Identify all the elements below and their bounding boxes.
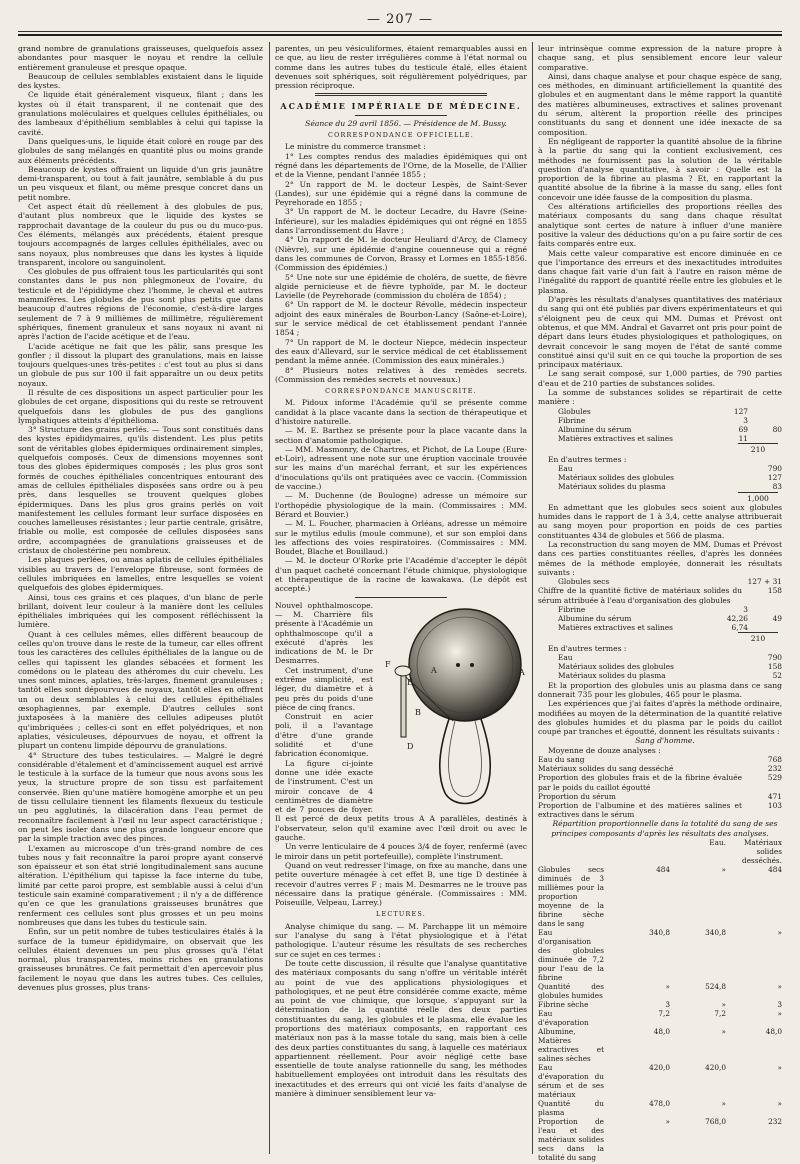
paragraph: leur intrinsèque comme expression de la nature propre à chaque sang, et plus sensiblement encore leur valeur comparative. [538,44,782,72]
table-row: Matériaux solides des globules 158 [558,662,782,672]
column-2 [275,44,527,1154]
table-row: Proportion des globules frais et de la fibrine évaluée par le poids du caillot égoutté 529 [538,773,782,792]
label-a: A [519,667,525,677]
paragraph: Le ministre du commerce transmet : [285,142,426,152]
label-a: A [431,665,437,675]
page-number: — 207 — [366,12,434,27]
composite-table [538,838,782,1162]
paragraph: De toute cette discussion, il résulte que l'analyse quantitative des matériaux composants du sang n'offre un véritable intérêt au point de vue des applications physiologiques et pathologiques, et ne peut être considérée comme exacte, même au point de vue chimique, que lorsque, s'appuyant sur la détermination de la quantité réelle des deux parties constituantes du sang, les globules et le plasma, elle évalue les proportions des matériaux composants, en rapportant ces matériaux non pas à la masse totale du sang, mais bien à celle des deux parties constituantes du sang, à laquelle ces matériaux appartiennent réellement. Pour avoir négligé cette base essentielle de toute analyse rationnelle du sang, les méthodes habituellement employées ont introduit dans les résultats des inexactitudes et des erreurs qui ont vicié les faits d'analyse de manière à diminuer sensiblement leur va- [275,958,527,1099]
paragraph: Cet instrument, d'une extrême simplicité, est léger, du diamètre et à peu près du poids d'une pièce de cinq francs. [275,665,373,712]
paragraph: 6° Un rapport de M. le docteur Révolle, médecin inspecteur adjoint des eaux minérales de Bourbon-Lancy (Saône-et-Loire), sur le service médical de cet établissement pendant l'année 1854 ; [275,300,527,338]
table-total: 1,000 [538,492,782,503]
paragraph: — M. le docteur O'Rorke prie l'Académie d'accepter le dépôt d'un paquet cacheté concernant l'étude chimique, physiologique et thérapeutique de la racine de kawakawa. (Le dépôt est accepté.) [275,556,527,594]
paragraph: Beaucoup de kystes offraient un liquide d'un gris jaunâtre demi-transparent, ou tout à fait jaunâtre, semblable à du pus un peu visqueux et filant, ou même presque concret dans un petit nombre. [18,164,263,202]
label-f: F [385,659,391,669]
paragraph: Ainsi, dans chaque analyse et pour chaque espèce de sang, ces méthodes, en diminuant artificiellement la quantité des globules et en augmentant dans le même rapport la quantité des matières albumineuses, extractives et salines provenant du sérum, altèrent la proportion réelle des principes constituants du sang et donnent une idée inexacte de sa composition. [538,71,782,137]
ophthalmoscope-figure [379,603,527,811]
paragraph: L'examen au microscope d'un très-grand nombre de ces tubes nous y fait reconnaître la paroi propre ayant conservé son épaisseur et son état strié longitudinalement sans aucune altération. L'épithélium qui tapisse la face interne du tube, limité par cette paroi propre, est semblable aussi à celui d'un testicule sain examiné comparativement ; il n'y a de différence qu'en ce que les granulations graisseuses brunâtres que renferment ces cellules sont plus grosses et un peu moins nombreuses que dans les tubes du testicule sain. [18,843,263,927]
table-row: Eau 790 [558,463,782,473]
paragraph: Ce liquide était généralement visqueux, filant ; dans les kystes où il était transparent, il ne contenait que des granulations moléculaires et quelques cellules épithéliales, ou des lambeaux d'épithélium semblables à celui qui tapisse la cavité. [18,90,263,137]
table-row: Albumine du sérum 42,26 49 [558,614,782,624]
column-3 [538,44,782,1163]
paragraph: Construit en acier poli, il a l'avantage d'être d'une grande solidité et d'une fabrication économique. [275,712,373,759]
table-row: Albumine du sérum 69 80 [558,424,782,434]
table-row: Eau 790 [558,653,782,663]
subsection-title: Sang d'homme. [635,736,695,746]
paragraph: Ainsi, tous ces grains et ces plaques, d'un blanc de perle brillant, doivent leur couleur à la manière dont les cellules épithéliales imbriquées qui les composent réfléchissent la lumière. [18,592,263,630]
table-row: Matières extractives et salines 6,74 [558,623,748,633]
table-row: Matériaux solides du sang desséché 232 [538,764,782,774]
table-row: Matériaux solides du plasma 52 [558,671,782,681]
table-row: Eau d'évaporation 7,2 7,2 » [538,1009,782,1028]
section-title: ACADÉMIE IMPÉRIALE DE MÉDECINE. [280,101,522,112]
paragraph: Et la proportion des globules unis au plasma dans ce sang donnerait 735 pour les globules, 465 pour le plasma. [538,680,782,699]
paragraph: Enfin, sur un petit nombre de tubes testiculaires étalés à la surface de la tumeur épididymaire, on observait que les cellules étaient devenues un peu plus grosses qu'à l'état normal, plus transparentes, moins riches en granulations graisseuses brunâtres. Ce fait permettait d'en apercevoir plus facilement le noyau que dans les autres tubes. Ces cellules, devenues plus grosses, plus trans- [18,927,263,992]
paragraph: 8° Plusieurs notes relatives à des remèdes secrets. (Commission des remèdes secrets et nouveaux.) [275,365,527,384]
paragraph: Il résulte de ces dispositions un aspect particulier pour les globules de cet organe, dispositions qui du reste se retrouvent quelquefois dans les globules de pus des ganglions lymphatiques atteints d'épithélioma. [18,387,263,425]
paragraph: Dans quelques-uns, le liquide était coloré en rouge par des globules de sang mélangés en quantité plus ou moins grande aux éléments précédents. [18,136,263,165]
serum-table [538,605,782,633]
table-row: Fibrine 3 [558,604,748,614]
table-row: Globules secs 127 + 31 [558,577,782,587]
table-row: Quantité des globules humides » 524,8 » [538,982,782,1001]
paragraph: Les expériences que j'ai faites d'après la méthode ordinaire, modifiées au moyen de la détermination de la quantité relative des globules humides et du plasma par le poids du caillot coupé par tranches et égoutté, donnent les résultats suivants : [538,699,782,737]
lens [395,666,411,676]
rod [401,671,406,737]
paragraph: 4° Un rapport de M. le docteur Heuliard d'Arcy, de Clamecy (Nièvre), sur une épidémie d'angine couenneuse qui a régné dans les communes de Corvon, Brassy et Lormes en 1855-1856. (Commission des épidémies.) [275,235,527,273]
table-row: Eau d'évaporation du sérum et de ses matériaux 420,0 420,0 » [538,1063,782,1100]
paragraph: — MM. Masmonry, de Chartres, et Pichot, de La Loupe (Eure-et-Loir), adressent une note sur une éruption vaccinale trouvée sur les mains d'un maréchal ferrant, et sur les expériences d'inoculations qu'ils ont pratiquées avec ce vaccin. (Commission de vaccine.) [275,444,527,492]
paragraph: Nouvel ophthalmoscope. — M. Charrière fils présente à l'Académie un ophthalmoscope qu'il a exécuté d'après les indications de M. le Dr Desmarres. [275,600,373,666]
table-row: Chiffre de la quantité fictive de matériaux solides du sérum attribuée à l'eau d'organisation des globules 158 [538,586,782,605]
paragraph: Un verre lenticulaire de 4 pouces 3/4 de foyer, renfermé (avec le miroir dans un petit portefeuille), complète l'instrument. [275,842,527,861]
subsection-title: LECTURES. [376,910,426,919]
table-row: Matériaux solides des globules 127 [558,473,782,483]
table-row: Fibrine sèche 3 » 3 [538,1000,782,1010]
paragraph: La somme de substances solides se répartirait de cette manière : [538,387,782,407]
paragraph: La reconstruction du sang moyen de MM. Dumas et Prévost dans ces parties constituantes réelles, d'après les données mêmes de la méthode employée, donnerait les résultats suivants : [538,540,782,577]
paragraph: Quand on veut redresser l'image, on fixe au manche, dans une petite ouverture ménagée à cet effet B, une tige D destinée à recevoir d'autres verres F ; mais M. Desmarres ne le trouve pas nécessaire dans la pratique générale. (Commissaires : MM. Poiseuille, Velpeau, Larrey.) [275,860,527,908]
solids-table [538,407,782,444]
paragraph: La figure ci-jointe donne une idée exacte de l'instrument. C'est un miroir concave de 4 centimètres de diamètre et de 7 pouces de foyer. Il est percé de deux petits trous A A parallèles, destinés à l'observateur, selon qu'il examine avec l'œil droit ou avec le gauche. [275,758,527,843]
subsection-title: CORRESPONDANCE OFFICIELLE. [328,131,474,140]
paragraph: — M. L. Foucher, pharmacien à Orléans, adresse un mémoire sur le mytilus edulis (moule commune), et sur son emploi dans les affections des voies respiratoires. (Commissaires : MM. Boudet, Blache et Bouillaud.) [275,519,527,557]
header-rule-thick [18,34,782,36]
table-row: Proportion de l'albumine et des matières salines et extractives dans le sérum 103 [538,801,782,820]
section-rule [355,597,447,598]
paragraph: En admettant que les globules secs soient aux globules humides dans le rapport de 1 à 3,4, cette analyse attribuerait au sang moyen pour proportion en poids de ces parties constituantes 434 de globules et 566 de plasma. [538,502,782,540]
label-e: E [407,677,413,687]
table-row: Albumine, Matières extractives et salines sèches 48,0 » 48,0 [538,1027,782,1064]
table-total: 210 [538,632,782,643]
column-divider [532,42,533,1154]
table-row: Proportion de l'eau et des matériaux solides secs dans la totalité du sang » 768,0 232 [538,1117,782,1163]
table-row: Eau du sang 768 [538,755,782,765]
table-header: Eau. Matériaux solides desséchés. [709,838,782,866]
paragraph: grand nombre de granulations graisseuses, quelquefois assez abondantes pour masquer le noyau et rendre la cellule entièrement granuleuse et presque opaque. [18,44,263,72]
repartition-title: Répartition proportionnelle dans la totalité du sang de ses principes composants d'après les résultats des analyses. [551,819,778,838]
table-row: Matières extractives et salines 11 [558,434,748,444]
chiffre-table [538,586,782,604]
paragraph: En d'autres termes : [548,643,627,653]
sang-table [538,755,782,819]
paragraph: — M. Duchenne (de Boulogne) adresse un mémoire sur l'orthopédie physiologique de la main. (Commissaires : MM. Bérard et Bouvier.) [275,491,527,519]
paragraph: Le sang serait composé, sur 1,000 parties, de 790 parties d'eau et de 210 parties de substances solides. [538,369,782,388]
paragraph: Ces globules de pus offraient tous les particularités qui sont constantes dans le pus non phlegmoneux de l'ovaire, du testicule et de l'épididyme chez l'homme, le cheval et autres mammifères. Les globules de pus sont plus petits que dans beaucoup d'autres régions de l'économie, c'est-à-dire larges seulement de 7 à 9 millièmes de millimètre, régulièrement sphériques, finement granuleux et sans noyaux ni avant ni après l'action de l'acide acétique et de l'eau. [18,267,263,342]
paragraph: Quant à ces cellules mêmes, elles diffèrent beaucoup de celles qu'on trouve dans le reste de la tumeur, car elles offrent tous les caractères des cellules épithéliales de la langue ou de celles qui tapissent les glandes sébacées et forment les comédons ou le plateau des athéromes du cuir chevelu. Les unes sont minces, aplaties, très-larges, finement granuleuses ; tantôt elles sont dépourvues de noyaux, tantôt elles en offrent un ou deux semblables à celui des cellules épithéliales œsophagiennes, par exemple. D'autres cellules sont juxtaposées à la manière des cellules adipeuses plutôt qu'imbriquées ; celles-ci sont en effet polyédriques, et non aplaties, vésiculeuses, dépourvues de noyau, et offrent la plupart un contenu limpide dépourvu de granulations. [18,629,263,751]
paragraph: Ces altérations artificielles des proportions réelles des matériaux composants du sang dans chaque résultat analytique sont certes de nature à influer d'une manière positive la valeur des déductions qu'on a pu faire sortir de ces faits comparés entre eux. [538,202,782,249]
column-1 [18,44,263,1154]
table-total: 210 [538,443,782,454]
paragraph: 7° Un rapport de M. le docteur Niepce, médecin inspecteur des eaux d'Allevard, sur le service médical de cet établissement pendant la même année. (Commission des eaux minérales.) [275,337,527,366]
sight-hole [456,663,460,667]
label-d: D [407,741,414,751]
header-rule [18,31,782,32]
paragraph: 5° Une note sur une épidémie de choléra, de suette, de fièvre algide pernicieuse et de fièvre typhoïde, par M. le docteur Lavielle (de Peyrehorade (commission du choléra de 1854) ; [275,272,527,301]
paragraph: 1° Les comptes rendus des maladies épidémiques qui ont régné dans les départements de l'Orne, de la Moselle, de l'Allier et de la Vienne, pendant l'année 1855 ; [275,151,527,180]
table-row: Eau d'organisation des globules diminuée de 7,2 pour l'eau de la fibrine 340,8 340,8 » [538,928,782,983]
paragraph: Les plaques perlées, ou amas aplatis de cellules épithéliales visibles au travers de l'enveloppe fibreuse, sont formées de cellules imbriquées en lamelles, entre lesquelles se voient quelquefois des globes épidermiques. [18,555,263,593]
paragraph: 3° Un rapport de M. le docteur Lecadre, du Havre (Seine-Inférieure), sur les maladies épidémiques qui ont régné en 1855 dans l'arrondissement du Havre ; [275,207,527,236]
paragraph: Moyenne de douze analyses : [548,745,661,755]
handle [440,719,490,804]
paragraph: L'acide acétique ne fait que les pâlir, sans presque les gonfler ; il dissout la plupart des granulations, mais en laisse toujours quelques-unes très-petites : c'est tout au plus si dans un globule de pus sur 100 il fait apparaître un ou deux petits noyaux. [18,341,263,388]
paragraph: Mais cette valeur comparative est encore diminuée en ce que l'importance des erreurs et des inexactitudes introduites dans chaque fait varie d'un fait à l'autre en raison même de l'inégalité du rapport de quantité réelle entre les globules et le plasma. [538,248,782,295]
paragraph: D'après les résultats d'analyses quantitatives des matériaux du sang qui ont été publiés par divers expérimentateurs et qui s'éloignent peu de ceux qui MM. Dumas et Prévost ont obtenus, et que MM. Andral et Gavarret ont pris pour point de départ dans leurs études physiologiques et pathologiques, on devrait concevoir le sang moyen de l'état de santé comme constitué ainsi qu'il suit en ce qui touche la proportion de ses principaux matériaux. [538,295,782,370]
paragraph: En négligeant de rapporter la quantité absolue de la fibrine à la partie du sang qui la contient exclusivement, ces méthodes ne fournissent pas la solution de la véritable question d'analyse quantitative, à savoir : Quelle est la proportion de la fibrine au plasma ? Et, en rapportant la quantité absolue de la fibrine à la masse du sang, elles font concevoir une idée fausse de la composition du plasma. [538,136,782,202]
paragraph: M. Pidoux informe l'Académie qu'il se présente comme candidat à la place vacante dans la section de thérapeutique et d'histoire naturelle. [275,398,527,426]
label-b: B [415,707,421,717]
table-row: Globules 127 [558,406,748,416]
table-row: Proportion du sérum 471 [538,791,782,801]
paragraph: 4° Structure des tubes testiculaires. — Malgré le degré considérable d'étalement et d'amincissement auquel est arrivé le testicule à la surface de la tumeur que nous avons sous les yeux, la structure propre de son tissu est parfaitement conservée. Bien qu'une matière homogène amorphe et un peu de tissu cellulaire tiennent les filaments flexueux du testicule un peu agglutinés, la dilacération dans l'eau permet de reconnaître facilement à l'œil nu leur aspect caractéristique ; on peut les isoler dans une plus grande longueur encore que par la simple traction avec des pinces. [18,750,263,844]
ophthalmoscope-illustration [379,603,527,811]
paragraph: Cet aspect était dû réellement à des globules de pus, d'autant plus nombreux que le liquide des kystes se rapprochait davantage de la couleur du pus ou du muco-pus. Ces éléments, mélangés aux précédents, étaient presque toujours accompagnés de larges cellules épithéliales, avec ou sans noyaux, plus nombreuses que dans les kystes à liquide transparent, incolore ou sanguinolent. [18,202,263,267]
globules-secs-table [538,577,782,586]
subsection-title: CORRESPONDANCE MANUSCRITE. [325,387,477,396]
column-divider [269,42,270,1154]
section-rule [355,115,447,116]
section-rule [315,93,487,96]
mirror-disc [409,609,521,721]
table-row: Matériaux solides du plasma 83 [558,482,782,492]
paragraph: parentes, un peu vésiculiformes, étaient remarquables aussi en ce que, au lieu de rester irrégulières comme à l'état normal ou comme dans les autres tubes du testicule étalé, elles étaient devenues soit sphériques, soit régulièrement polyédriques, par pression réciproque. [275,44,527,91]
session-line: Séance du 29 avril 1856. — Présidence de M. Bussy. [305,118,507,128]
table-row: Globules secs diminués de 3 millièmes pour la proportion moyenne de la fibrine sèche dans le sang 484 » 484 [538,865,782,929]
table-row: Quantité du plasma 478,0 » » [538,1099,782,1118]
paragraph: — M. E. Barthez se présente pour la place vacante dans la section d'anatomie pathologique. [275,426,527,445]
paragraph: 3° Structure des grains perlés. — Tous sont constitués dans des kystes épididymaires, qu'ils distendent. Les plus petits sont de véritables globes épidermiques ordinairement simples, quelquefois composés. Ceux de dimensions moyennes sont tous des globes épidermiques composés ; les plus gros sont formés de couches épithéliales concentriques entourant des amas de cellules épithéliales disposées sans ordre ou à peu près, dans lesquelles se trouvent quelques globes épidermiques. Dans les plus gros grains perlés on voit manifestement les cellules formant leur surface disposées en couches lamelleuses résistantes ; leur partie centrale, grisâtre, friable ou molle, est composée de cellules disposées sans ordre, accompagnées de granulations graisseuses et de cristaux de cholestérine peu nombreux. [18,425,263,556]
paragraph: Analyse chimique du sang. — M. Parchappe lit un mémoire sur l'analyse du sang à l'état physiologique et à l'état pathologique. L'auteur résume les résultats de ses recherches sur ce sujet en ces termes : [275,921,527,959]
sight-hole [470,663,474,667]
paragraph: 2° Un rapport de M. le docteur Lespès, de Saint-Sever (Landes), sur une épidémie qui a régné dans la commune de Peyrehorade en 1855 ; [275,179,527,208]
water-table-2 [538,653,782,681]
table-row: Fibrine 3 [558,415,748,425]
water-table [538,464,782,492]
paragraph: Beaucoup de cellules semblables existaient dans le liquide des kystes. [18,71,263,91]
paragraph: En d'autres termes : [548,454,627,464]
